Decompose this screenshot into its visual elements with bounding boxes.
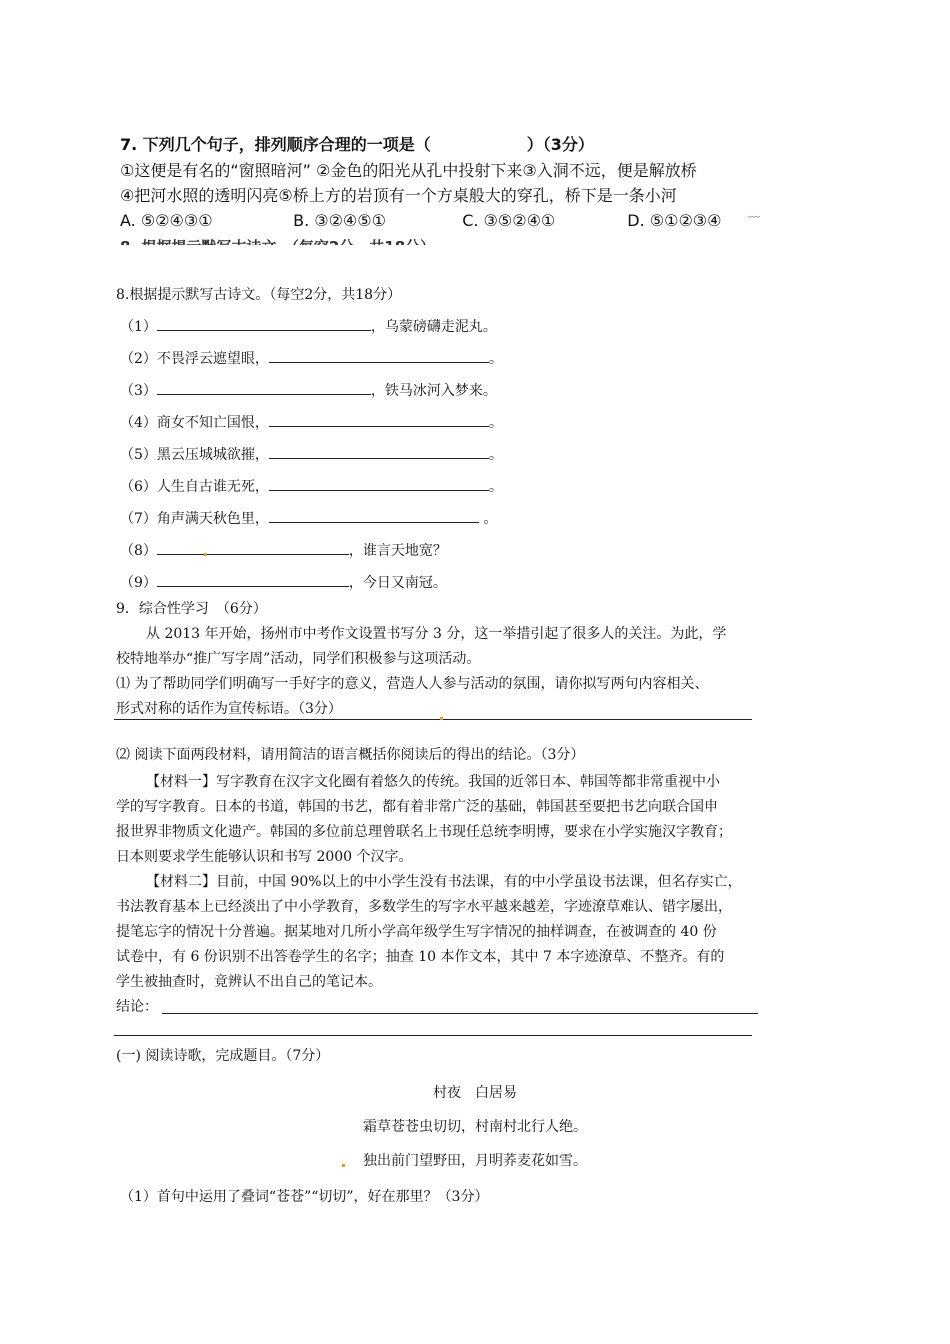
answer-blank[interactable] — [157, 380, 371, 395]
q8-item-3 — [120, 380, 497, 400]
option-b: B. ③②④⑤① — [293, 211, 386, 230]
item-text: 。 — [488, 447, 503, 463]
answer-blank[interactable] — [269, 444, 489, 459]
item-text: 。 — [488, 415, 503, 431]
material-1-line-2: 学的写字教育。日本的书道，韩国的书艺，都有着非常广泛的基础，韩国甚至要把书艺向联合国申 — [116, 799, 718, 815]
q8-item-1 — [120, 316, 497, 336]
item-number: （2） — [120, 351, 157, 367]
item-number: （9） — [120, 575, 157, 591]
q8-item-9 — [120, 572, 447, 592]
question-7-sentences-2: ④把河水照的透明闪亮⑤桥上方的岩顶有一个方桌般大的穿孔，桥下是一条小河 — [120, 186, 677, 205]
material-1-line-1: 【材料一】写字教育在汉字文化圈有着悠久的传统。我国的近邻日本、韩国等都非常重视中小 — [146, 774, 720, 790]
q8-item-8 — [120, 540, 447, 560]
answer-line[interactable] — [114, 719, 752, 720]
item-text: ，乌蒙磅礴走泥丸。 — [370, 319, 497, 335]
item-text: 不畏浮云遮望眼， — [156, 351, 269, 367]
poem-line-1: 霜草苍苍虫切切，村南村北行人绝。 — [363, 1119, 587, 1135]
question-7-options — [120, 208, 820, 233]
item-text: 。 — [488, 479, 503, 495]
q9-intro-line-1: 从 2013 年开始，扬州市中考作文设置书写分 3 分，这一举措引起了很多人的关注。为此，学 — [146, 626, 727, 642]
item-text: 。 — [478, 511, 498, 527]
answer-blank[interactable] — [269, 412, 489, 427]
q8-item-4 — [120, 412, 503, 432]
item-text: ，铁马冰河入梦来。 — [370, 383, 497, 399]
poem-line-2: 独出前门望野田，月明荞麦花如雪。 — [363, 1153, 587, 1169]
q9-intro-line-2: 校特地举办“推广写字周”活动，同学们积极参与这项活动。 — [116, 651, 481, 667]
option-c: C. ③⑤②④① — [462, 211, 556, 230]
item-text: 人生自古谁无死， — [156, 479, 269, 495]
item-text: 商女不知亡国恨， — [156, 415, 269, 431]
material-2-line-3: 提笔忘字的情况十分普遍。据某地对几所小学高年级学生写字情况的抽样调查，在被调查的 40 份 — [116, 924, 717, 940]
q8-item-2 — [120, 348, 503, 368]
answer-blank[interactable] — [157, 316, 371, 331]
item-number: （6） — [120, 479, 157, 495]
item-number: （4） — [120, 415, 157, 431]
question-8-title: 8.根据提示默写古诗文。（每空2分，共18分） — [116, 287, 402, 303]
item-number: （3） — [120, 383, 157, 399]
item-text: 角声满天秋色里， — [156, 511, 269, 527]
answer-blank[interactable] — [269, 476, 489, 491]
conclusion-line-2[interactable] — [114, 1035, 752, 1036]
question-9-title: 9．综合性学习 （6分） — [116, 601, 267, 617]
page-cut — [0, 245, 950, 259]
poem-title: 村夜 白居易 — [433, 1085, 517, 1101]
q9-subq1-line-2: 形式对称的话作为宣传标语。（3分） — [116, 701, 342, 717]
q8-item-7 — [120, 508, 497, 528]
conclusion-line-1[interactable] — [162, 1013, 758, 1014]
item-number: （5） — [120, 447, 157, 463]
answer-blank[interactable] — [157, 572, 349, 587]
item-number: （8） — [120, 543, 157, 559]
item-text: ，谁言天地宽？ — [348, 543, 447, 559]
stray-mark — [342, 1164, 345, 1167]
poem-section-title: (一) 阅读诗歌，完成题目。（7分） — [116, 1048, 330, 1064]
q8-item-6 — [120, 476, 503, 496]
option-a: A. ⑤②④③① — [120, 211, 213, 230]
material-1-line-4: 日本则要求学生能够认识和书写 2000 个汉字。 — [116, 849, 413, 865]
item-number: （7） — [120, 511, 157, 527]
option-d: D. ⑤①②③④ — [627, 211, 722, 230]
material-2-line-5: 学生被抽查时，竟辨认不出自己的笔记本。 — [116, 974, 382, 990]
q9-subq2-title: ⑵ 阅读下面两段材料，请用简洁的语言概括你阅读后的得出的结论。（3分） — [116, 747, 585, 763]
material-1-line-3: 报世界非物质文化遗产。韩国的多位前总理曾联名上书现任总统李明博，要求在小学实施汉字教育； — [116, 824, 732, 840]
question-7 — [120, 132, 820, 233]
material-2-line-1: 【材料二】目前，中国 90%以上的中小学生没有书法课，有的中小学虽设书法课，但名存实亡， — [146, 874, 742, 890]
answer-blank[interactable] — [157, 540, 349, 555]
stray-mark — [204, 553, 207, 556]
stray-mark — [440, 717, 443, 720]
material-2-line-4: 试卷中，有 6 份识别不出答卷学生的名字；抽查 10 本作文本，其中 7 本字迹潦草、不整齐。有的 — [116, 949, 725, 965]
item-text: 黑云压城城欲摧， — [156, 447, 269, 463]
poem-question-1: （1）首句中运用了叠词“苍苍”“切切”，好在那里？（3分） — [120, 1189, 489, 1205]
answer-blank[interactable] — [269, 348, 489, 363]
question-7-sentences-1: ①这便是有名的“窗照暗河” ②金色的阳光从孔中投射下来③入洞不远，便是解放桥 — [120, 161, 697, 180]
item-number: （1） — [120, 319, 157, 335]
spellcheck-squiggle: ﹏ — [748, 205, 761, 219]
q8-item-5 — [120, 444, 503, 464]
question-7-title: 7. 下列几个句子，排列顺序合理的一项是（ ）（3分） — [120, 135, 594, 154]
conclusion-label: 结论： — [116, 999, 158, 1015]
answer-blank[interactable] — [269, 508, 479, 523]
q9-subq1-line-1: ⑴ 为了帮助同学们明确写一手好字的意义，营造人人参与活动的氛围，请你拟写两句内容相关、 — [116, 676, 709, 692]
material-2-line-2: 书法教育基本上已经淡出了中小学教育，多数学生的写字水平越来越差，字迹潦草难认、错字屡出， — [116, 899, 732, 915]
item-text: ，今日又南冠。 — [348, 575, 447, 591]
item-text: 。 — [488, 351, 503, 367]
